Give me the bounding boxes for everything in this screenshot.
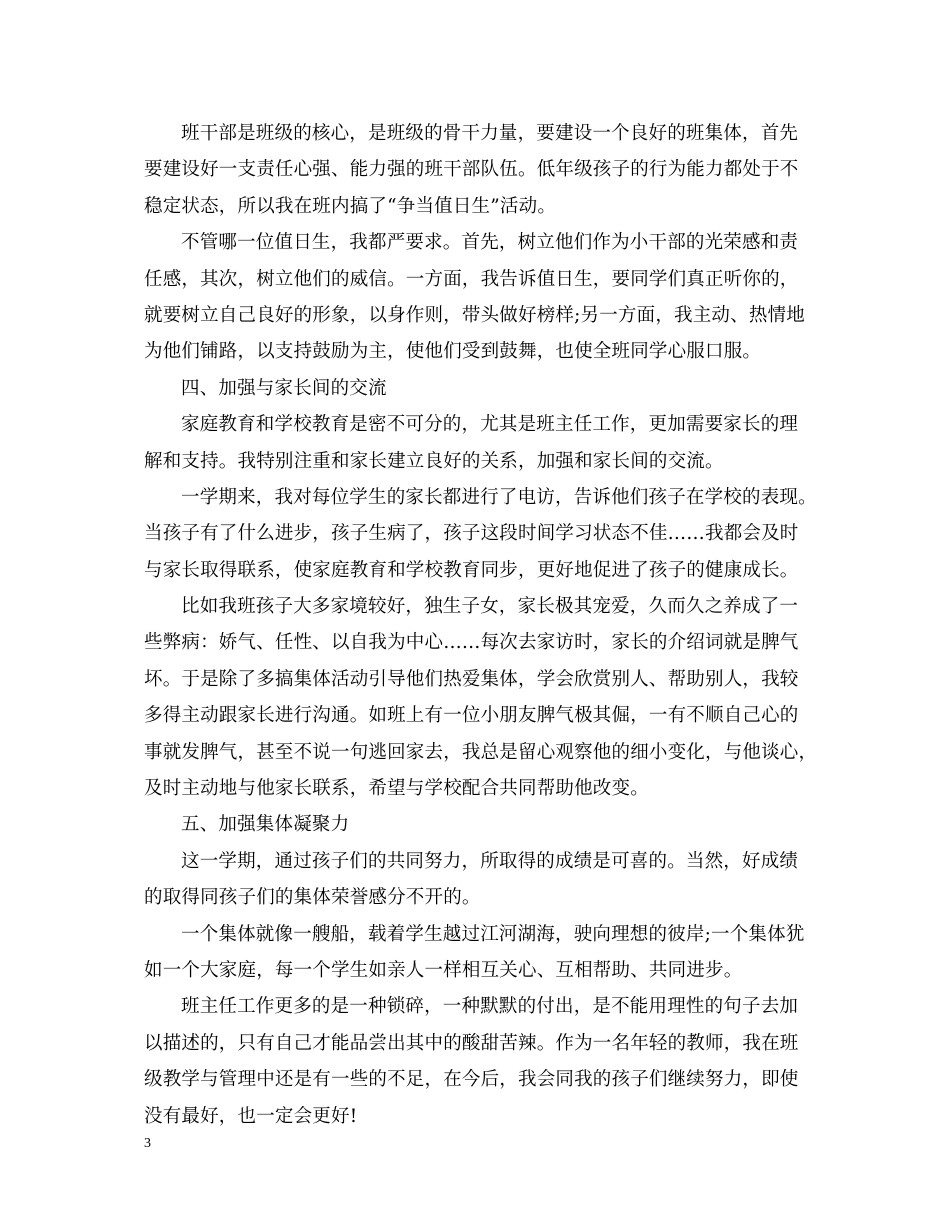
text-line: 的取得同孩子们的集体荣誉感分不开的。 (144, 887, 481, 909)
document-body (144, 116, 818, 1135)
text-line: 家庭教育和学校教育是密不可分的，尤其是班主任工作，更加需要家长的理 (181, 414, 799, 436)
text-line: 不管哪一位值日生，我都严要求。首先，树立他们作为小干部的光荣感和责 (181, 232, 799, 254)
text-line: 五、加强集体凝聚力 (181, 814, 350, 836)
text-line: 四、加强与家长间的交流 (181, 377, 387, 399)
text-line: 任感，其次，树立他们的威信。一方面，我告诉值日生，要同学们真正听你的， (144, 268, 799, 290)
text-line: 些弊病：娇气、任性、以自我为中心……每次去家访时，家长的介绍词就是脾气 (144, 632, 799, 654)
page-number: 3 (144, 1136, 151, 1151)
text-line: 班主任工作更多的是一种锁碎，一种默默的付出，是不能用理性的句子去加 (181, 996, 799, 1018)
text-line: 稳定状态，所以我在班内搞了“争当值日生”活动。 (144, 195, 557, 217)
text-line: 这一学期，通过孩子们的共同努力，所取得的成绩是可喜的。当然，好成绩 (181, 850, 799, 872)
text-line: 一个集体就像一艘船，载着学生越过江河湖海，驶向理想的彼岸;一个集体犹 (181, 923, 805, 945)
text-line: 事就发脾气，甚至不说一句逃回家去，我总是留心观察他的细小变化，与他谈心， (144, 741, 818, 763)
text-line: 比如我班孩子大多家境较好，独生子女，家长极其宠爱，久而久之养成了一 (181, 596, 799, 618)
text-line: 与家长取得联系，使家庭教育和学校教育同步，更好地促进了孩子的健康成长。 (144, 559, 799, 581)
text-line: 如一个大家庭，每一个学生如亲人一样相互关心、互相帮助、共同进步。 (144, 959, 743, 981)
text-line: 及时主动地与他家长联系，希望与学校配合共同帮助他改变。 (144, 778, 649, 800)
text-line: 当孩子有了什么进步，孩子生病了，孩子这段时间学习状态不佳……我都会及时 (144, 523, 799, 545)
text-line: 要建设好一支责任心强、能力强的班干部队伍。低年级孩子的行为能力都处于不 (144, 159, 799, 181)
text-line: 解和支持。我特别注重和家长建立良好的关系，加强和家长间的交流。 (144, 450, 724, 472)
text-line: 班干部是班级的核心，是班级的骨干力量，要建设一个良好的班集体，首先 (181, 123, 799, 144)
text-line: 多得主动跟家长进行沟通。如班上有一位小朋友脾气极其倔，一有不顺自己心的 (144, 705, 799, 727)
text-line: 为他们铺路，以支持鼓励为主，使他们受到鼓舞，也使全班同学心服口服。 (144, 341, 762, 363)
text-line: 坏。于是除了多搞集体活动引导他们热爱集体，学会欣赏别人、帮助别人，我较 (144, 668, 799, 690)
text-line: 以描述的，只有自己才能品尝出其中的酸甜苦辣。作为一名年轻的教师，我在班 (144, 1032, 799, 1054)
text-line: 一学期来，我对每位学生的家长都进行了电访，告诉他们孩子在学校的表现。 (181, 486, 817, 508)
text-line: 级教学与管理中还是有一些的不足，在今后，我会同我的孩子们继续努力，即使 (144, 1069, 799, 1091)
text-line: 没有最好，也一定会更好! (144, 1105, 358, 1127)
text-line: 就要树立自己良好的形象，以身作则，带头做好榜样;另一方面，我主动、热情地 (144, 304, 805, 326)
